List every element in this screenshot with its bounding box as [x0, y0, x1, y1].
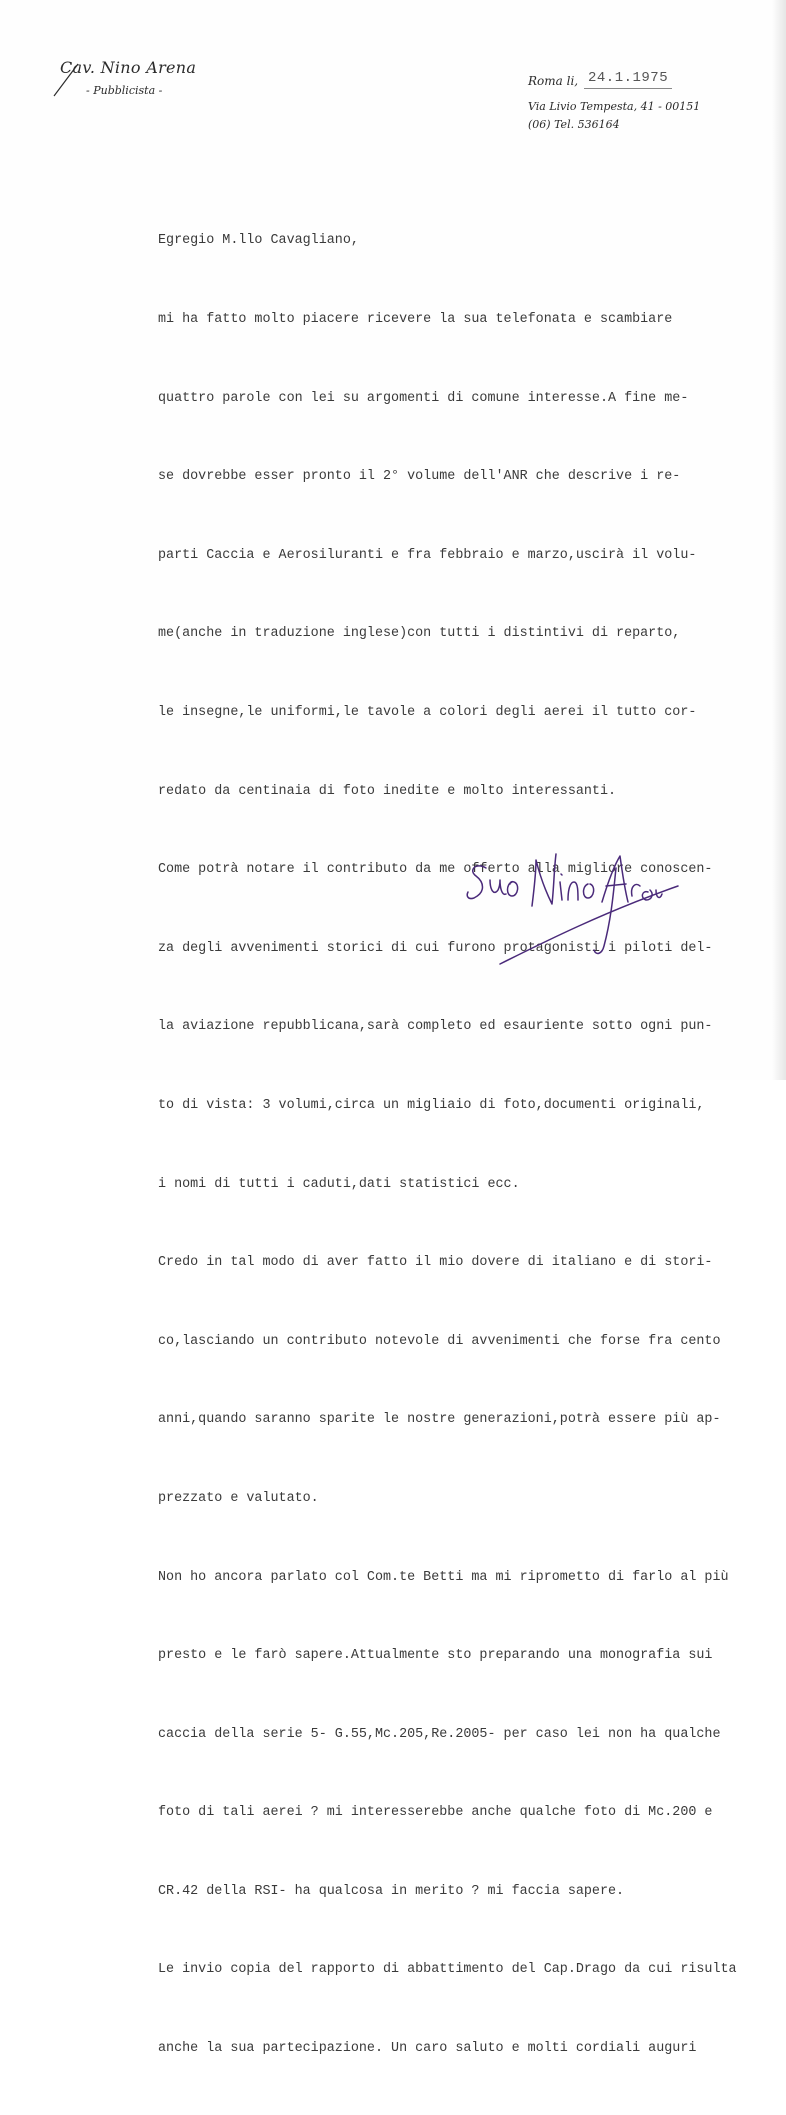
body-line: Le invio copia del rapporto di abbattimento del Cap.Drago da cui risulta: [158, 1962, 737, 1978]
body-line: mi ha fatto molto piacere ricevere la sua telefonata e scambiare: [158, 312, 673, 327]
body-line: to di vista: 3 volumi,circa un migliaio di foto,documenti originali,: [158, 1097, 705, 1113]
body-line: Non ho ancora parlato col Com.te Betti ma mi riprometto di farlo al più: [158, 1569, 729, 1585]
handwritten-signature: [464, 846, 684, 970]
letter-body: [158, 176, 758, 2115]
body-line: CR.42 della RSI- ha qualcosa in merito ? mi faccia sapere.: [158, 1883, 625, 1899]
date-underline: [584, 88, 672, 89]
body-line: le insegne,le uniformi,le tavole a colori degli aerei il tutto cor-: [158, 704, 697, 720]
letterhead-role: - Pubblicista -: [86, 84, 163, 97]
body-line: caccia della serie 5- G.55,Mc.205,Re.2005- per caso lei non ha qualche: [158, 1726, 721, 1742]
body-line: anni,quando saranno sparite le nostre generazioni,potrà essere più ap-: [158, 1412, 721, 1428]
body-line: se dovrebbe esser pronto il 2° volume dell'ANR che descrive i re-: [158, 469, 681, 485]
page-edge-shadow: [772, 0, 786, 1080]
body-line: za degli avvenimenti storici di cui furono protagonisti i piloti del-: [158, 940, 713, 956]
body-line: foto di tali aerei ? mi interesserebbe anche qualche foto di Mc.200 e: [158, 1805, 713, 1821]
body-line: co,lasciando un contributo notevole di avvenimenti che forse fra cento: [158, 1333, 721, 1349]
place-prefix: Roma li,: [528, 74, 579, 88]
body-line: me(anche in traduzione inglese)con tutti i distintivi di reparto,: [158, 626, 681, 642]
body-line: prezzato e valutato.: [158, 1490, 319, 1506]
body-line: Come potrà notare il contributo da me offerto alla migliore conoscen-: [158, 862, 713, 878]
body-line: parti Caccia e Aerosiluranti e fra febbraio e marzo,uscirà il volu-: [158, 547, 697, 563]
salutation: Egregio M.llo Cavagliano,: [158, 233, 359, 249]
body-line: la aviazione repubblicana,sarà completo ed esauriente sotto ogni pun-: [158, 1019, 713, 1035]
body-line: redato da centinaia di foto inedite e molto interessanti.: [158, 783, 617, 799]
letter-date: 24.1.1975: [588, 70, 669, 86]
sender-street: Via Livio Tempesta, 41 - 00151: [528, 100, 701, 113]
body-line: Credo in tal modo di aver fatto il mio dovere di italiano e di stori-: [158, 1255, 713, 1271]
letterhead-name: Cav. Nino Arena: [60, 58, 197, 77]
body-line: anche la sua partecipazione. Un caro saluto e molti cordiali auguri: [158, 2041, 697, 2057]
body-line: presto e le farò sapere.Attualmente sto preparando una monografia sui: [158, 1648, 713, 1664]
body-line: quattro parole con lei su argomenti di comune interesse.A fine me-: [158, 390, 689, 406]
sender-phone: (06) Tel. 536164: [528, 118, 620, 131]
body-line: i nomi di tutti i caduti,dati statistici ecc.: [158, 1176, 520, 1192]
